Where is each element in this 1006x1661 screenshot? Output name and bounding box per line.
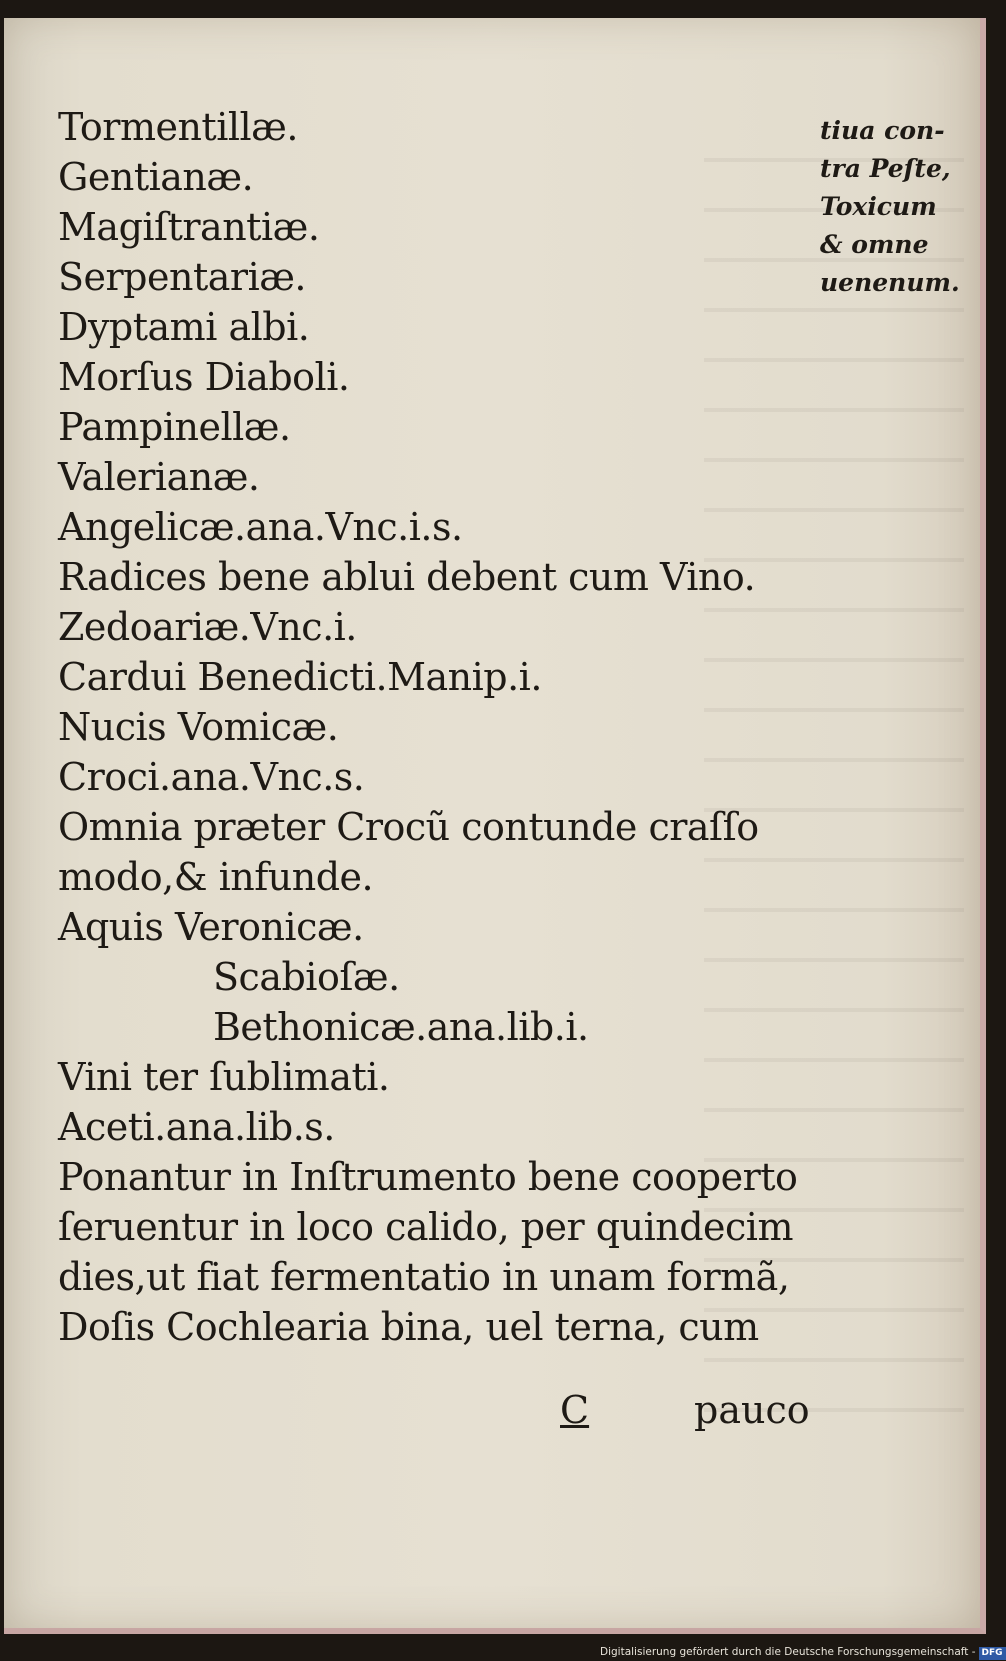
text-line: Morſus Diaboli. xyxy=(58,355,350,399)
text-line: Serpentariæ. xyxy=(58,255,307,299)
text-line: Angelicæ.ana.Vnc.i.s. xyxy=(58,505,463,549)
marginal-note-line: uenenum. xyxy=(820,268,960,297)
text-line: Ponantur in Inſtrumento bene cooperto xyxy=(58,1155,798,1199)
text-line: Cardui Benedicti.Manip.i. xyxy=(58,655,542,699)
text-line: Pampinellæ. xyxy=(58,405,291,449)
text-line: Radices bene ablui debent cum Vino. xyxy=(58,555,756,599)
marginal-note xyxy=(820,112,970,302)
dfg-logo: DFG xyxy=(979,1647,1006,1660)
text-line: Croci.ana.Vnc.s. xyxy=(58,755,365,799)
signature-mark: C xyxy=(560,1388,590,1432)
text-line: Valerianæ. xyxy=(58,455,260,499)
main-text-block xyxy=(58,102,858,1352)
text-line: ſeruentur in loco calido, per quindecim xyxy=(58,1205,793,1249)
text-line: Vini ter ſublimati. xyxy=(58,1055,390,1099)
page-footer-marks xyxy=(560,1388,820,1448)
catchword: pauco xyxy=(694,1388,810,1432)
text-line: Tormentillæ. xyxy=(58,105,298,149)
text-line: Omnia præter Crocũ contunde craſſo xyxy=(58,805,759,849)
text-line: Doſis Cochlearia bina, uel terna, cum xyxy=(58,1305,759,1349)
text-line: Aceti.ana.lib.s. xyxy=(58,1105,335,1149)
text-line: modo,& infunde. xyxy=(58,855,374,899)
digitization-credit-text: Digitalisierung gefördert durch die Deutsche Forschungsgemeinschaft - xyxy=(600,1646,976,1658)
text-line: Aquis Veronicæ. xyxy=(58,905,364,949)
text-line: Gentianæ. xyxy=(58,155,254,199)
text-line: Magiſtrantiæ. xyxy=(58,205,320,249)
digitization-credit xyxy=(600,1644,1003,1660)
text-line: Bethonicæ.ana.lib.i. xyxy=(213,1005,589,1049)
text-line: Scabioſæ. xyxy=(213,955,400,999)
text-line: Nucis Vomicæ. xyxy=(58,705,339,749)
marginal-note-line: & omne xyxy=(820,230,929,259)
text-line: Zedoariæ.Vnc.i. xyxy=(58,605,357,649)
text-line: dies,ut fiat fermentatio in unam formã, xyxy=(58,1255,790,1299)
marginal-note-line: tiua con- xyxy=(820,116,945,145)
marginal-note-line: tra Peſte, xyxy=(820,154,951,183)
marginal-note-line: Toxicum xyxy=(820,192,937,221)
text-line: Dyptami albi. xyxy=(58,305,310,349)
